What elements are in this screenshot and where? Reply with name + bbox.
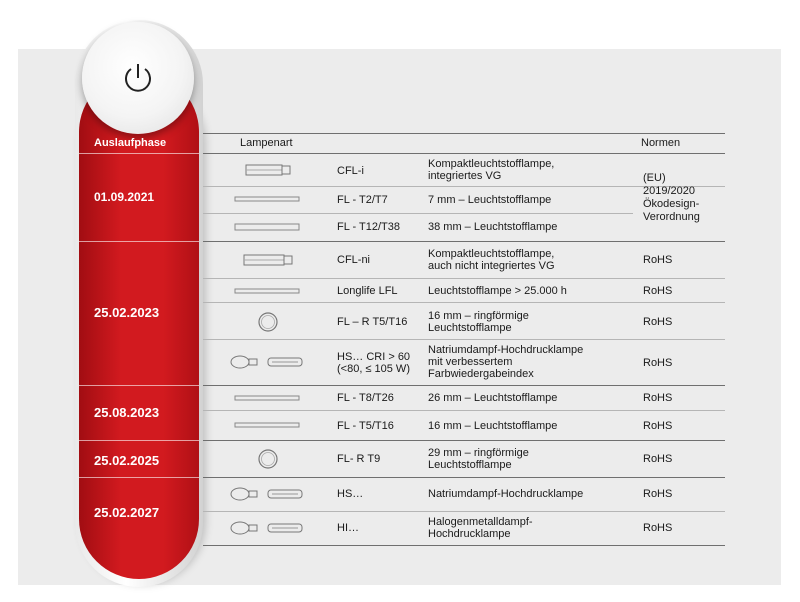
power-button[interactable] xyxy=(82,22,194,134)
lamp-type: HI… xyxy=(337,522,359,534)
norm: RoHS xyxy=(643,522,673,534)
lamp-description: 16 mm – ringförmige Leuchtstofflampe xyxy=(428,310,529,334)
lamp-description: Kompaktleuchtstofflampe, integriertes VG xyxy=(428,158,555,182)
norm: RoHS xyxy=(643,420,673,432)
lamp-type: FL - T8/T26 xyxy=(337,392,394,404)
hid-lamp-icon xyxy=(230,353,310,371)
norm: RoHS xyxy=(643,316,673,328)
hid-lamp-icon xyxy=(230,485,310,503)
date-label: 25.02.2025 xyxy=(94,453,160,468)
lamp-description: 26 mm – Leuchtstofflampe xyxy=(428,392,558,404)
tube-lamp-icon xyxy=(232,223,302,231)
norm: RoHS xyxy=(643,285,673,297)
lamp-type: HS… CRI > 60 (<80, ≤ 105 W) xyxy=(337,351,411,375)
lamp-description: 38 mm – Leuchtstofflampe xyxy=(428,221,558,233)
lamp-type: HS… xyxy=(337,488,364,500)
date-label: 25.08.2023 xyxy=(94,405,160,420)
tube-lamp-icon xyxy=(232,421,302,429)
lamp-description: 16 mm – Leuchtstofflampe xyxy=(428,420,558,432)
lamp-type: CFL-i xyxy=(337,165,364,177)
lamp-type: FL – R T5/T16 xyxy=(337,316,408,328)
norm: RoHS xyxy=(643,392,673,404)
tube-lamp-icon xyxy=(232,394,302,402)
lamp-type: FL - T12/T38 xyxy=(337,221,400,233)
eu-norm: (EU) 2019/2020 Ökodesign- Verordnung xyxy=(643,172,700,223)
date-label: 25.02.2027 xyxy=(94,505,160,520)
norm: RoHS xyxy=(643,488,673,500)
lamp-description: Leuchtstofflampe > 25.000 h xyxy=(428,285,567,297)
lamp-type: CFL-ni xyxy=(337,254,371,266)
ring-lamp-icon xyxy=(257,448,279,470)
compact-lamp-icon xyxy=(243,253,295,267)
lamp-description: Natriumdampf-Hochdrucklampe xyxy=(428,488,584,500)
lamp-description: Halogenmetalldampf- Hochdrucklampe xyxy=(428,516,533,540)
date-label: 01.09.2021 xyxy=(94,190,155,204)
norm: RoHS xyxy=(643,254,673,266)
lamp-type: FL - T5/T16 xyxy=(337,420,394,432)
lamp-type: FL - T2/T7 xyxy=(337,194,388,206)
tube-lamp-icon xyxy=(232,287,302,295)
lamp-description: 7 mm – Leuchtstofflampe xyxy=(428,194,552,206)
hid-lamp-icon xyxy=(230,519,310,537)
tube-lamp-icon xyxy=(232,195,302,203)
compact-lamp-icon xyxy=(245,162,295,178)
column-header-auslaufphase: Auslaufphase xyxy=(94,137,167,149)
column-header-lampenart: Lampenart xyxy=(240,137,293,149)
norm: RoHS xyxy=(643,453,673,465)
lamp-description: 29 mm – ringförmige Leuchtstofflampe xyxy=(428,447,529,471)
lamp-type: FL- R T9 xyxy=(337,453,381,465)
norm: RoHS xyxy=(643,357,673,369)
power-icon xyxy=(121,61,155,95)
lamp-description: Kompaktleuchtstofflampe, auch nicht integriertes VG xyxy=(428,248,555,272)
column-header-normen: Normen xyxy=(641,137,681,149)
date-label: 25.02.2023 xyxy=(94,305,160,320)
lamp-description: Natriumdampf-Hochdrucklampe mit verbessertem Farbwiedergabeindex xyxy=(428,344,584,380)
ring-lamp-icon xyxy=(257,311,279,333)
lamp-type: Longlife LFL xyxy=(337,285,398,297)
